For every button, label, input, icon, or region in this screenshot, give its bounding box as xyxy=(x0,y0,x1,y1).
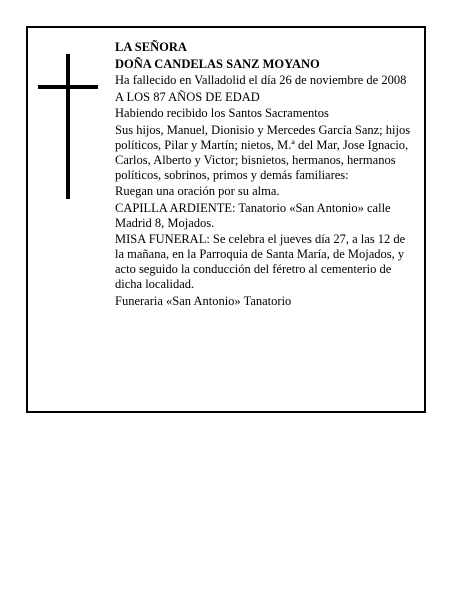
death-statement: Ha fallecido en Valladolid el día 26 de noviembre de 2008 xyxy=(115,73,407,87)
notice-text xyxy=(115,40,415,310)
age-statement: A LOS 87 AÑOS DE EDAD xyxy=(115,89,260,104)
notice-heading: LA SEÑORA xyxy=(115,40,187,54)
funeral-mass-info: MISA FUNERAL: Se celebra el jueves día 27, a las 12 de la mañana, en la Parroquia de Santa María, de Mojados, y acto seguido la conducción del féretro al cementerio de dicha localidad. xyxy=(115,232,406,291)
cross-horizontal-bar xyxy=(38,85,98,89)
sacraments-statement: Habiendo recibido los Santos Sacramentos xyxy=(115,106,329,120)
deceased-name: DOÑA CANDELAS SANZ MOYANO xyxy=(115,56,320,71)
cross-icon xyxy=(38,54,98,199)
cross-vertical-bar xyxy=(66,54,70,199)
family-list: Sus hijos, Manuel, Dionisio y Mercedes García Sanz; hijos políticos, Pilar y Martín; nietos, M.ª del Mar, Jose Ignacio, Carlos, Alberto y Victor; bisnietos, hermanos, hermanos políticos, sobrinos, primos y demás familiares: xyxy=(115,122,411,182)
funeral-home: Funeraria «San Antonio» Tanatorio xyxy=(115,293,292,308)
prayer-request: Ruegan una oración por su alma. xyxy=(115,184,280,198)
obituary-notice xyxy=(26,26,426,413)
chapel-info: CAPILLA ARDIENTE: Tanatorio «San Antonio» calle Madrid 8, Mojados. xyxy=(115,200,391,230)
